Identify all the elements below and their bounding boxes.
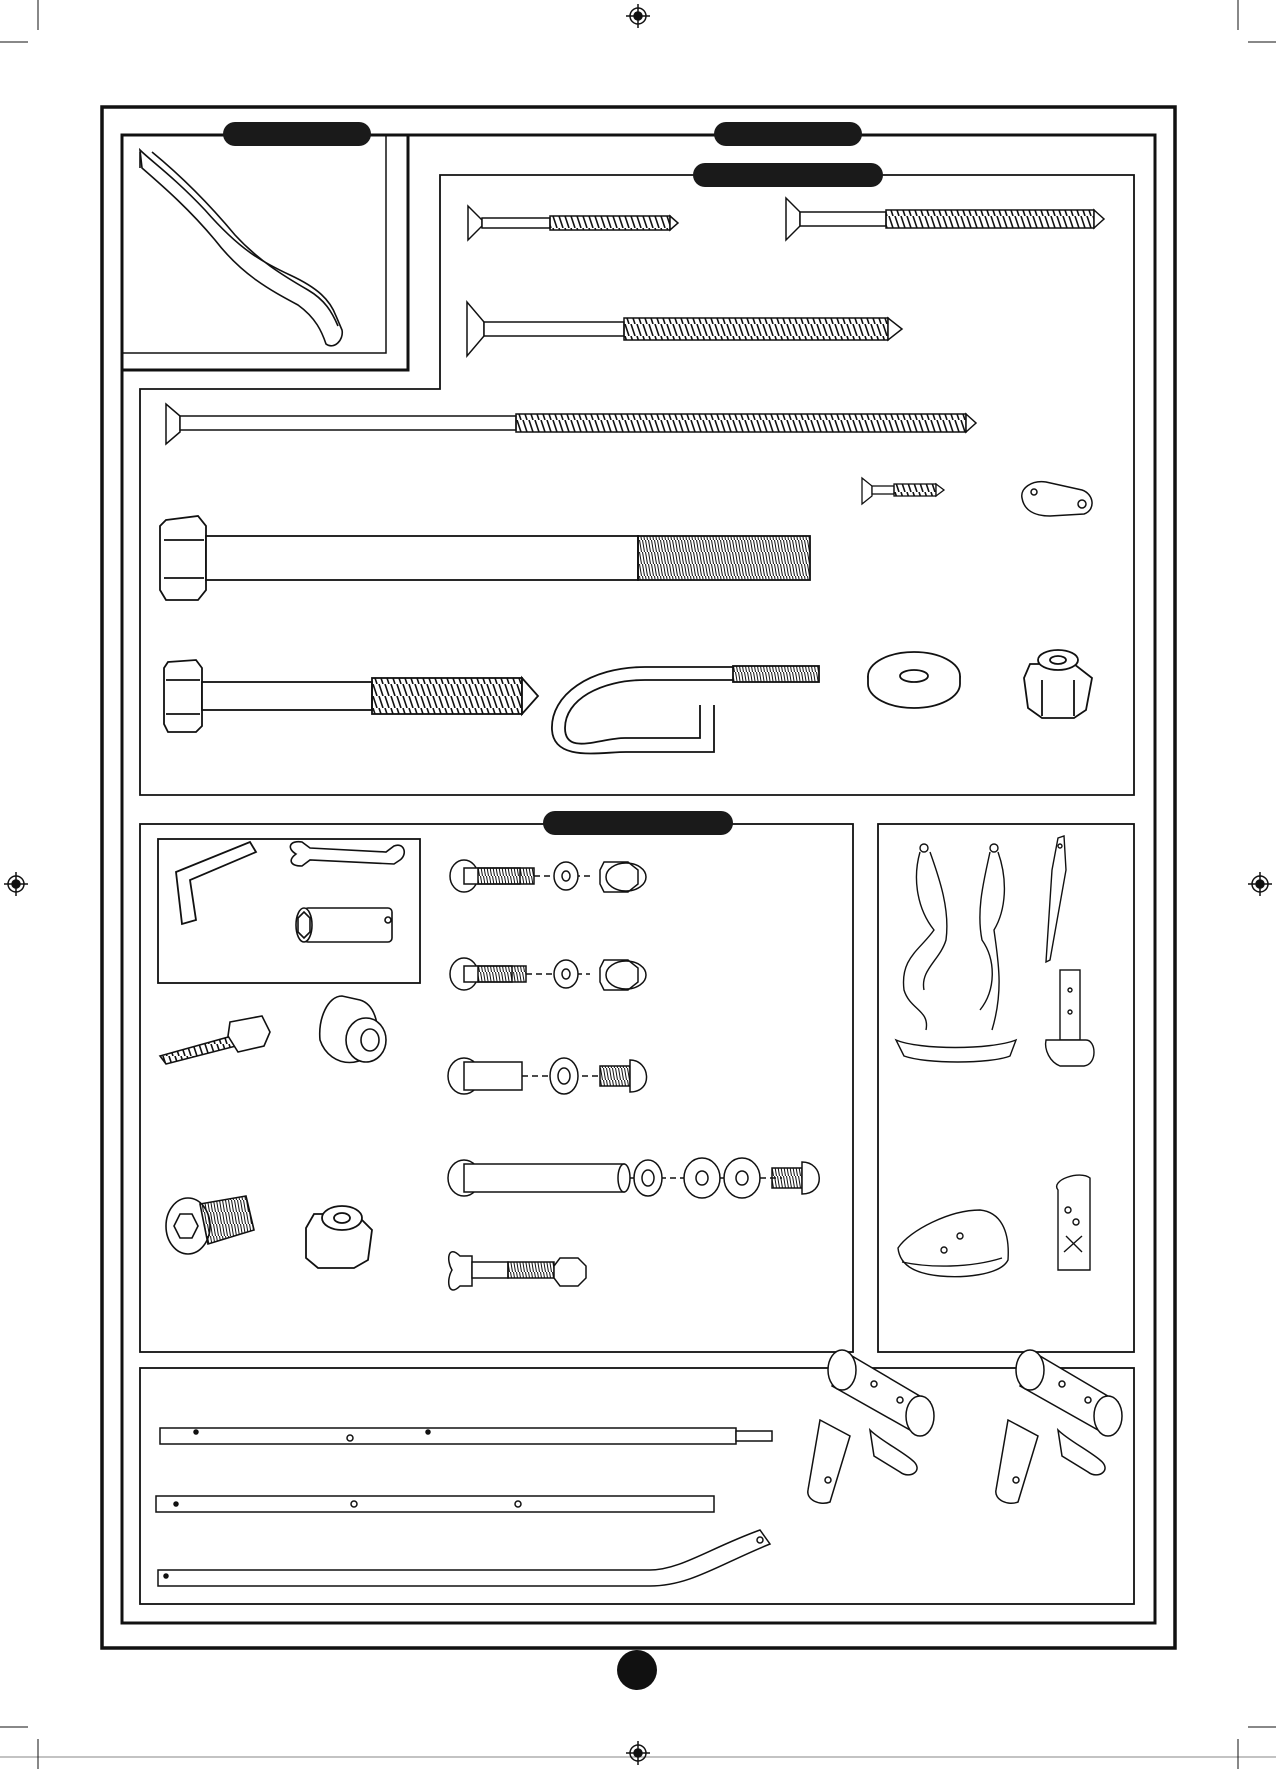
page-number <box>617 1650 657 1690</box>
allen-key-icon <box>176 842 256 924</box>
bolt-assembly <box>448 1158 819 1198</box>
steel-tube-icon <box>156 1496 714 1512</box>
bolts-section-label <box>543 811 733 835</box>
eye-bolt-icon <box>552 666 819 753</box>
tube-connector-icon <box>808 1350 934 1503</box>
slide-icon <box>140 150 342 346</box>
inner-outline <box>122 135 408 370</box>
tube-bracket-icon <box>1022 482 1092 516</box>
tube-bracket-icon <box>1046 970 1094 1066</box>
steel-tube-icon <box>160 1428 772 1444</box>
tubes-panel <box>140 1368 1134 1604</box>
lock-nut-icon <box>1024 650 1092 718</box>
slide-section-label <box>223 122 371 146</box>
wood-screw-icon <box>786 198 1104 240</box>
tube-connector-icon <box>996 1350 1122 1503</box>
lag-screw-icon <box>160 1016 270 1064</box>
bolt-assembly <box>450 958 646 990</box>
tube-bracket-icon <box>1057 1175 1090 1270</box>
wood-screw-icon <box>166 404 976 444</box>
open-wrench-icon <box>290 842 404 866</box>
bolt-assembly <box>450 860 646 892</box>
wood-screw-icon <box>468 206 678 240</box>
hardware-section-label <box>714 122 862 146</box>
wood-screw-icon <box>862 478 944 504</box>
wood-screw-icon <box>467 302 902 356</box>
socket-tube-icon <box>296 908 392 942</box>
swing-seat-icon <box>896 844 1016 1062</box>
bolt-assembly <box>449 1252 586 1290</box>
washer-icon <box>868 652 960 708</box>
steel-tube-icon <box>158 1530 770 1586</box>
lock-nut-icon <box>306 1206 372 1268</box>
flange-bushing-icon <box>320 996 386 1063</box>
ground-stake-icon <box>1046 836 1066 962</box>
bolt-assembly <box>448 1058 647 1094</box>
lag-screw-icon <box>164 660 538 732</box>
hex-bolt-icon <box>166 1196 254 1254</box>
screws-section-label <box>693 163 883 187</box>
accessories-panel <box>878 824 1134 1352</box>
slide-panel <box>122 135 386 353</box>
hex-bolt-icon <box>160 516 810 600</box>
glider-seat-icon <box>898 1210 1008 1277</box>
